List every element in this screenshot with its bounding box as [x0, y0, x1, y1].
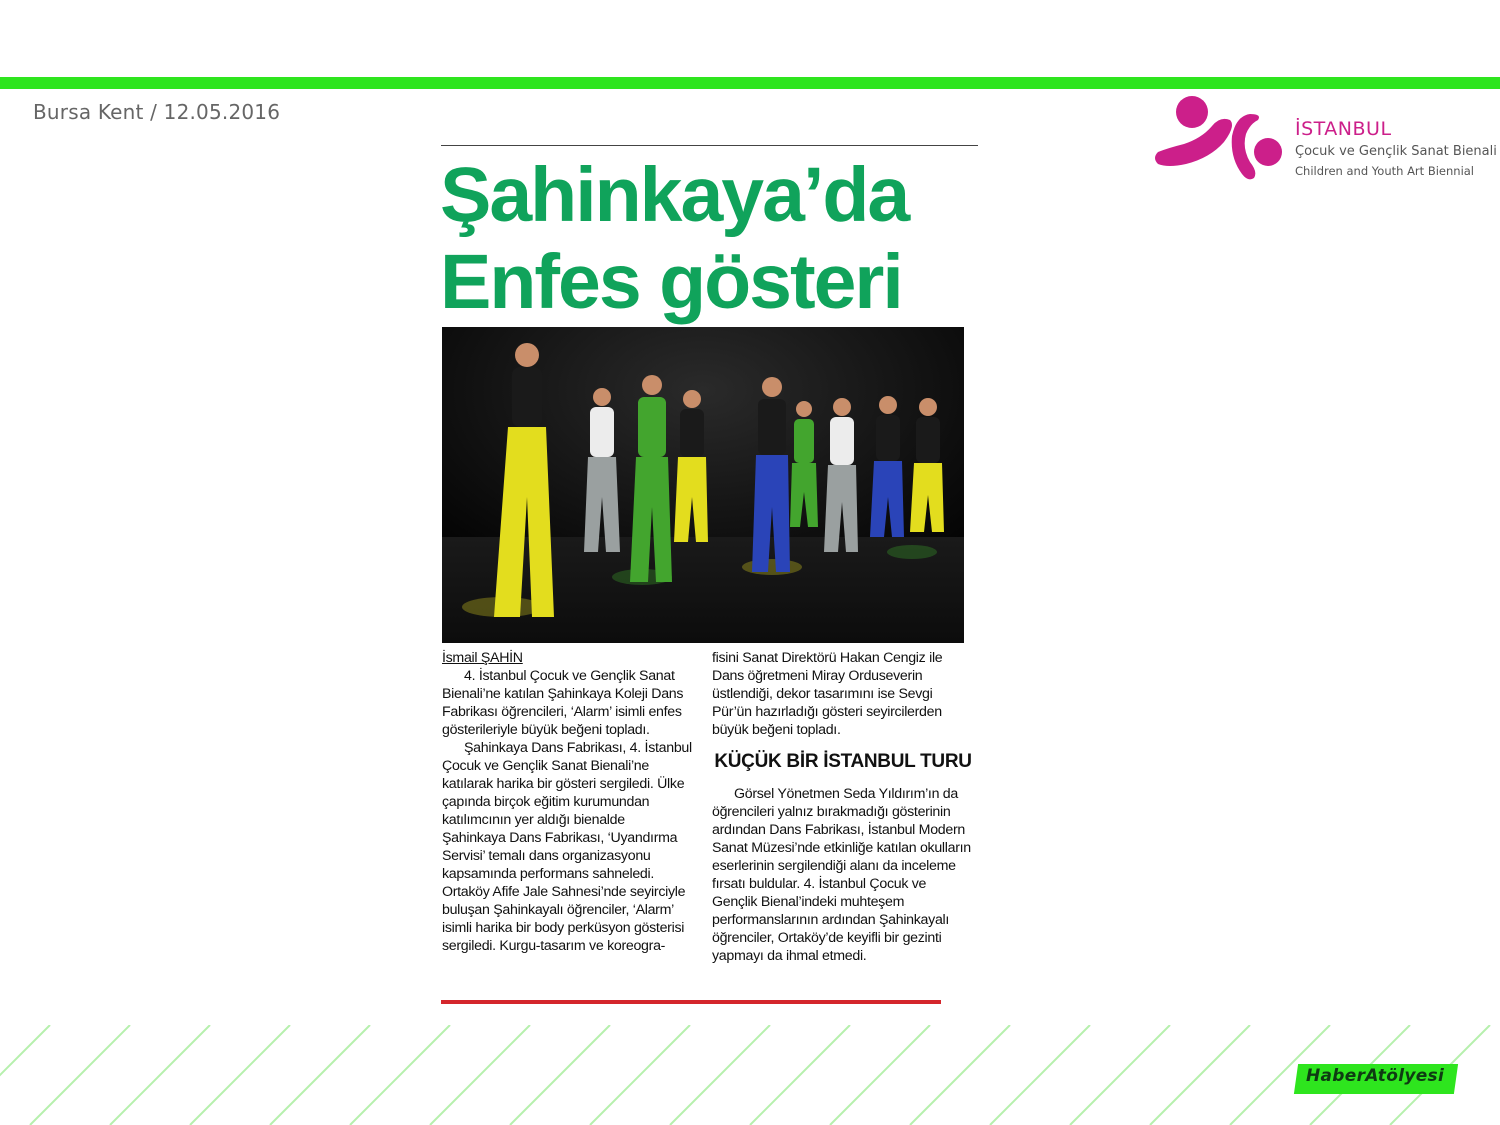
article-column-right: [712, 649, 974, 965]
decorative-stripes: [0, 1025, 1500, 1125]
article-bottom-rule: [441, 1000, 941, 1004]
logo-name-en: Children and Youth Art Biennial: [1295, 164, 1475, 178]
article-paragraph: fisini Sanat Direktörü Hakan Cengiz ile Dans öğretmeni Miray Orduseverin üstlendiği, dekor tasarımını ise Sevgi Pür’ün hazırladığı gösteri seyircilerden büyük beğeni topladı.: [712, 650, 943, 738]
headline-line-2: Enfes gösteri: [440, 239, 902, 325]
article-subheading: KÜÇÜK BİR İSTANBUL TURU: [714, 751, 972, 772]
biennial-logo-mark-icon: [1150, 90, 1290, 190]
haberatolyesi-badge-text: HaberAtölyesi: [1306, 1066, 1445, 1086]
stage-dance-photo: [442, 327, 964, 643]
article-column-left: [442, 649, 692, 955]
stage-dance-photo-icon: [442, 327, 964, 643]
logo-city: İSTANBUL: [1295, 118, 1392, 140]
top-accent-bar: [0, 77, 1500, 89]
source-date: Bursa Kent / 12.05.2016: [33, 100, 281, 124]
article-headline: [440, 152, 1000, 326]
article-author: İsmail ŞAHİN: [442, 650, 523, 666]
article-top-rule: [441, 145, 978, 146]
article-paragraph: 4. İstanbul Çocuk ve Gençlik Sanat Bienali’ne katılan Şahinkaya Koleji Dans Fabrikası öğrencileri, ‘Alarm’ isimli enfes gösterileriyle büyük beğeni topladı.: [442, 668, 684, 738]
headline-line-1: Şahinkaya’da: [440, 152, 909, 238]
logo-name-tr: Çocuk ve Gençlik Sanat Bienali: [1295, 144, 1497, 159]
article-paragraph: Görsel Yönetmen Seda Yıldırım’ın da öğrencileri yalnız bırakmadığı gösterinin ardından Dans Fabrikası, İstanbul Modern Sanat Müzesi’nde etkinliğe katılan okulların eserlerinin sergilendiği alanı da inceleme fırsatı buldular. 4. İstanbul Çocuk ve Gençlik Bienal’indeki muhteşem performanslarının ardından Şahinkayalı öğrenciler, Ortaköy’de keyifli bir gezinti yapmayı da ihmal etmedi.: [712, 786, 971, 964]
biennial-logo: [1150, 90, 1500, 190]
article-paragraph: Şahinkaya Dans Fabrikası, 4. İstanbul Çocuk ve Gençlik Sanat Bienali’ne katılarak harika bir gösteri sergiledi. Ülke çapında birçok eğitim kurumundan katılımcının yer aldığı bienalde Şahinkaya Dans Fabrikası, ‘Uyandırma Servisi’ temalı dans organizasyonu kapsamında performans sahneledi. Ortaköy Afife Jale Sahnesi’nde seyirciyle buluşan Şahinkayalı öğrenciler, ‘Alarm’ isimli harika bir body perküsyon gösterisi sergiledi. Kurgu-tasarım ve koreogra-: [442, 740, 692, 954]
